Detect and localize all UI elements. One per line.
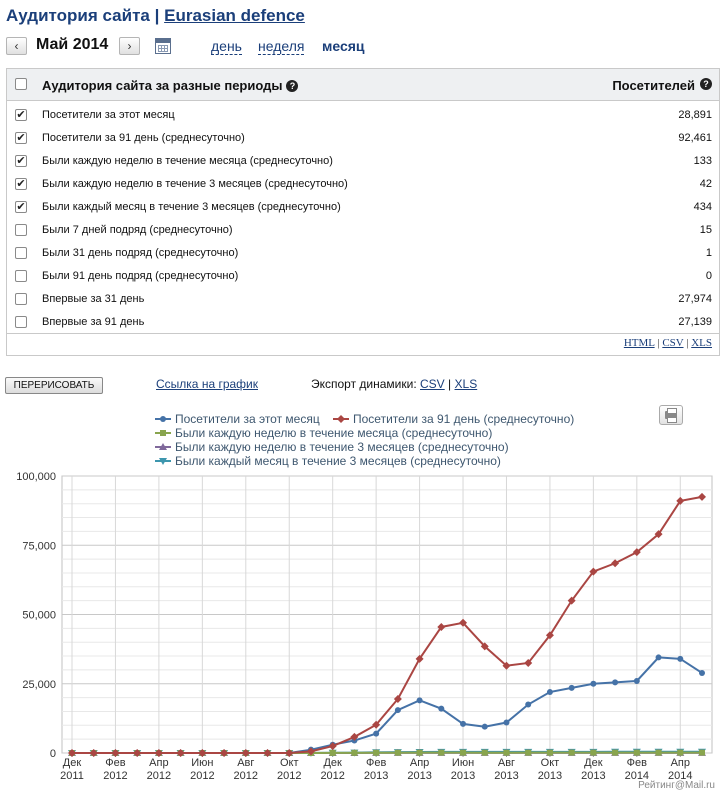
x-tick-label: Апр [670, 757, 690, 769]
data-point [351, 750, 357, 756]
data-point [656, 654, 662, 660]
row-checkbox[interactable]: ✔ [16, 132, 26, 144]
data-point [395, 750, 401, 756]
x-tick-label: Июн [191, 757, 214, 769]
export-csv-link[interactable]: CSV [662, 337, 684, 349]
select-all-checkbox[interactable] [15, 78, 27, 90]
data-point [699, 750, 705, 756]
audience-table [6, 68, 720, 356]
x-tick-label-year: 2013 [407, 770, 432, 782]
calendar-icon[interactable] [155, 38, 171, 54]
row-label: Посетители за 91 день (среднесуточно) [42, 132, 245, 144]
export-html-link[interactable]: HTML [623, 337, 655, 349]
row-value: 27,974 [678, 293, 712, 305]
row-label: Были 31 день подряд (среднесуточно) [42, 247, 239, 259]
x-tick-label-year: 2013 [363, 770, 389, 782]
data-point [417, 750, 423, 756]
data-point [503, 750, 509, 756]
table-divider [7, 333, 719, 334]
x-tick-label-year: 2013 [581, 770, 606, 782]
data-point [547, 689, 553, 695]
x-tick-label: Фев [365, 757, 387, 769]
data-point [373, 731, 379, 737]
row-checkbox[interactable]: ✔ [16, 109, 26, 121]
data-point [525, 750, 531, 756]
x-tick-label-year: 2012 [276, 770, 302, 782]
row-value: 28,891 [678, 109, 712, 121]
row-checkbox[interactable] [15, 316, 27, 328]
data-point [590, 681, 596, 687]
page-title-separator: | [154, 6, 160, 25]
export-dynamics-separator: | [448, 377, 452, 391]
row-checkbox[interactable]: ✔ [16, 178, 26, 190]
table-row [7, 196, 719, 219]
help-icon[interactable]: ? [700, 78, 712, 90]
legend-marker [160, 416, 166, 422]
x-tick-label-year: 2011 [60, 770, 84, 782]
period-navigation [6, 37, 406, 57]
data-point [569, 750, 575, 756]
y-tick-label: 100,000 [16, 471, 56, 483]
data-point [373, 750, 379, 756]
data-point [460, 721, 466, 727]
prev-period-button[interactable]: ‹ [6, 37, 27, 55]
row-value: 92,461 [678, 132, 712, 144]
data-point [330, 750, 336, 756]
x-tick-label: Дек [584, 757, 603, 769]
legend-item[interactable]: Посетители за этот месяц [175, 412, 320, 426]
legend-marker [160, 430, 166, 436]
x-tick-label: Авг [497, 757, 516, 769]
export-dynamics-xls-link[interactable]: XLS [454, 377, 478, 391]
row-checkbox[interactable] [15, 270, 27, 282]
next-period-button[interactable]: › [119, 37, 140, 55]
row-checkbox[interactable] [15, 247, 27, 259]
y-tick-label: 0 [49, 748, 56, 760]
row-value: 15 [699, 224, 712, 236]
table-row [7, 104, 719, 127]
site-name-link[interactable]: Eurasian defence [164, 6, 305, 25]
table-header [7, 69, 719, 101]
x-tick-label-year: 2012 [320, 770, 345, 782]
row-label: Были каждый месяц в течение 3 месяцев (среднесуточно) [42, 201, 341, 213]
x-tick-label-year: 2014 [624, 770, 650, 782]
page-title [6, 6, 305, 26]
x-tick-label: Фев [626, 757, 647, 769]
export-dynamics [311, 377, 477, 391]
x-tick-label-year: 2012 [233, 770, 259, 782]
x-tick-label-year: 2013 [494, 770, 519, 782]
data-point [482, 724, 488, 730]
legend-marker [337, 415, 345, 423]
x-tick-label: Дек [323, 757, 342, 769]
table-row [7, 150, 719, 173]
redraw-button[interactable]: ПЕРЕРИСОВАТЬ [5, 377, 103, 394]
legend-item[interactable]: Были каждую неделю в течение месяца (среднесуточно) [175, 426, 493, 440]
data-point [677, 750, 683, 756]
table-row [7, 127, 719, 150]
export-xls-link[interactable]: XLS [691, 337, 712, 349]
y-tick-label: 50,000 [22, 609, 56, 622]
row-value: 0 [705, 270, 712, 282]
row-label: Посетители за этот месяц [42, 109, 175, 121]
data-point [634, 750, 640, 756]
x-tick-label-year: 2012 [146, 770, 172, 782]
data-point [395, 707, 401, 713]
x-tick-label: Окт [279, 757, 299, 769]
data-point [482, 750, 488, 756]
tab-day[interactable]: день [211, 38, 242, 54]
legend-item[interactable]: Были каждую неделю в течение 3 месяцев (среднесуточно) [175, 440, 509, 454]
row-value: 27,139 [678, 316, 712, 328]
x-tick-label: Апр [409, 757, 430, 769]
x-tick-label-year: 2014 [668, 770, 693, 782]
legend-item[interactable]: Были каждый месяц в течение 3 месяцев (среднесуточно) [175, 454, 501, 468]
page-title-prefix: Аудитория сайта [6, 6, 150, 25]
row-value: 434 [693, 201, 712, 213]
x-tick-label-year: 2012 [103, 770, 128, 782]
legend-item[interactable]: Посетители за 91 день (среднесуточно) [353, 412, 575, 426]
table-header-value: Посетителей [612, 78, 695, 93]
table-row [7, 311, 719, 334]
x-tick-label: Окт [540, 757, 560, 769]
export-separator: | [686, 337, 689, 349]
table-row [7, 173, 719, 196]
help-icon[interactable]: ? [286, 80, 298, 92]
data-point [569, 685, 575, 691]
table-row [7, 288, 719, 311]
x-tick-label-year: 2013 [537, 770, 563, 782]
row-value: 133 [693, 155, 712, 167]
data-point [460, 750, 466, 756]
export-separator: | [657, 337, 660, 349]
data-point [438, 750, 444, 756]
tab-month[interactable]: месяц [322, 38, 365, 54]
data-point [503, 720, 509, 726]
table-row [7, 265, 719, 288]
rating-watermark: Рейтинг@Mail.ru [638, 780, 715, 791]
row-label: Впервые за 91 день [42, 316, 145, 328]
row-checkbox[interactable] [15, 293, 27, 305]
export-dynamics-csv-link[interactable]: CSV [420, 377, 445, 391]
x-tick-label: Авг [237, 757, 255, 769]
data-point [634, 678, 640, 684]
data-point [417, 697, 423, 703]
table-row [7, 219, 719, 242]
row-label: Впервые за 31 день [42, 293, 145, 305]
export-dynamics-label: Экспорт динамики: [311, 377, 417, 391]
y-tick-label: 25,000 [22, 678, 56, 691]
x-tick-label-year: 2013 [450, 770, 476, 782]
table-exports [624, 337, 712, 349]
row-checkbox[interactable]: ✔ [16, 201, 26, 213]
row-value: 42 [699, 178, 712, 190]
data-point [677, 656, 683, 662]
row-value: 1 [705, 247, 712, 259]
row-label: Были 7 дней подряд (среднесуточно) [42, 224, 233, 236]
header-label-text: Аудитория сайта за разные периоды [42, 78, 283, 93]
data-point [525, 702, 531, 708]
table-header-label [42, 78, 298, 93]
x-tick-label: Дек [62, 757, 82, 769]
row-checkbox[interactable] [15, 224, 27, 236]
chart-link[interactable]: Ссылка на график [156, 377, 258, 391]
audience-line-chart [0, 400, 727, 793]
current-period: Май 2014 [36, 36, 109, 53]
x-tick-label: Июн [451, 757, 475, 769]
table-row [7, 242, 719, 265]
data-point [590, 750, 596, 756]
printer-icon[interactable] [659, 405, 683, 425]
data-point [612, 679, 618, 685]
y-tick-label: 75,000 [22, 540, 56, 553]
tab-week[interactable]: неделя [258, 38, 305, 54]
row-label: Были каждую неделю в течение месяца (среднесуточно) [42, 155, 333, 167]
x-tick-label: Фев [105, 757, 126, 769]
row-label: Были 91 день подряд (среднесуточно) [42, 270, 239, 282]
data-point [656, 750, 662, 756]
data-point [612, 750, 618, 756]
row-checkbox[interactable]: ✔ [16, 155, 26, 167]
x-tick-label-year: 2012 [190, 770, 215, 782]
row-label: Были каждую неделю в течение 3 месяцев (среднесуточно) [42, 178, 348, 190]
data-point [699, 670, 705, 676]
x-tick-label: Апр [149, 757, 169, 769]
data-point [547, 750, 553, 756]
data-point [438, 706, 444, 712]
